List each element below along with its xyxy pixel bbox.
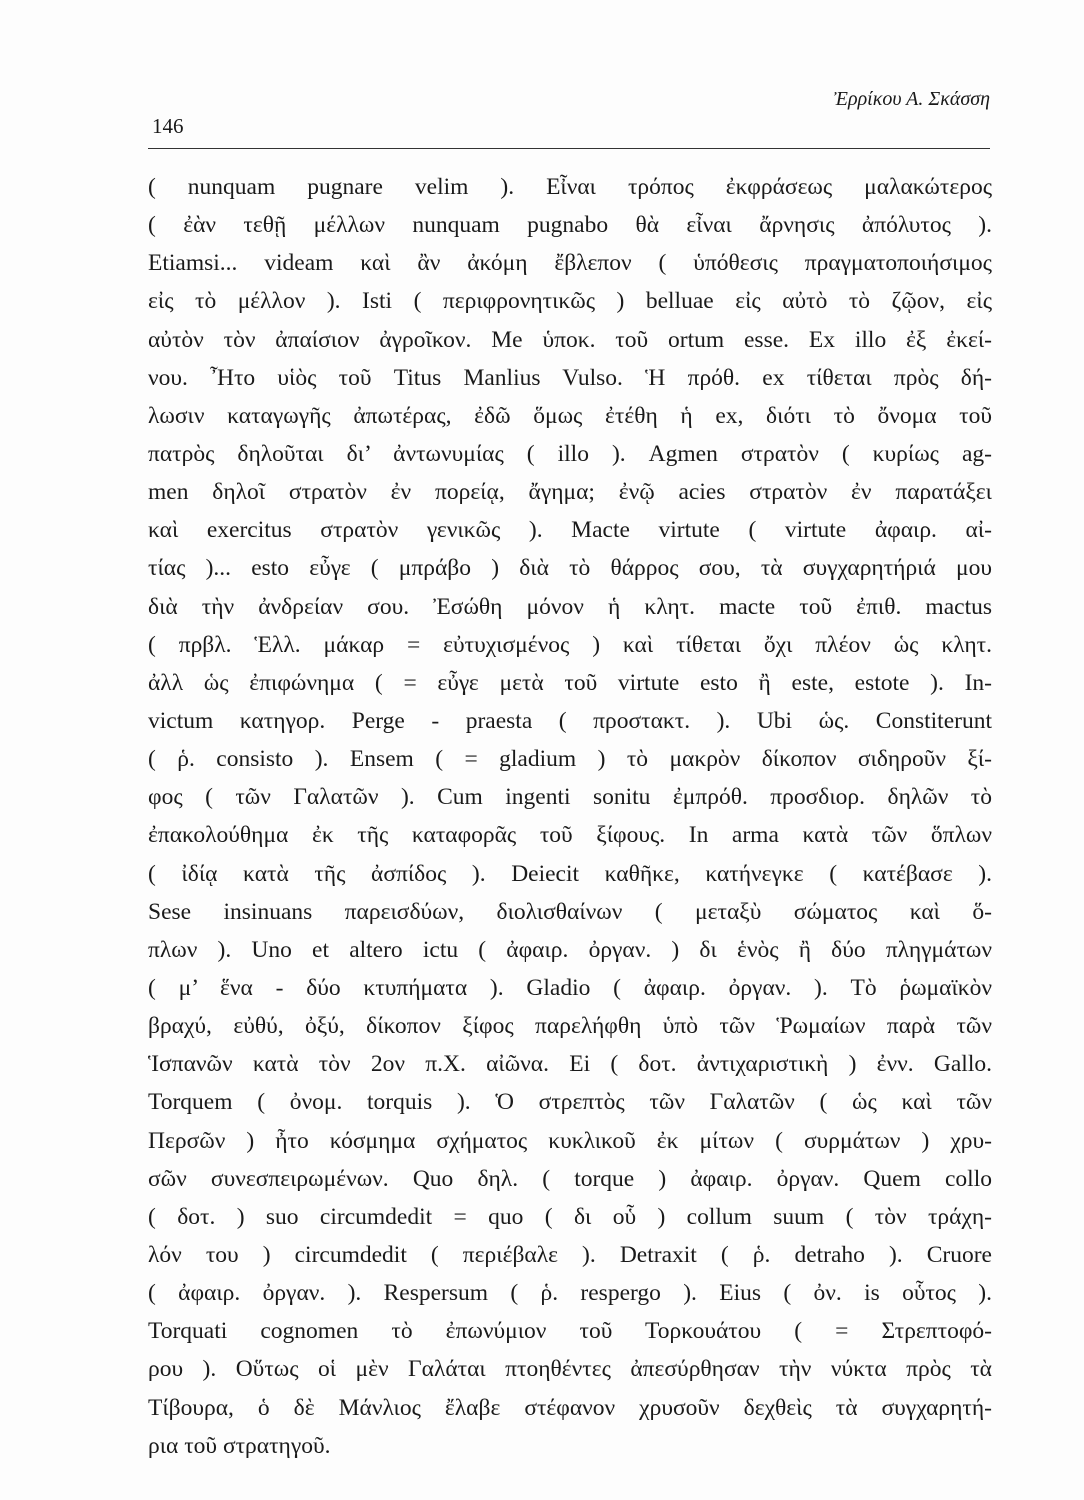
text-line: λωσιν καταγωγῆς ἀπωτέρας, ἐδῶ ὅμως ἐτέθη ἡ ex, διότι τὸ ὄνομα τοῦ bbox=[148, 402, 992, 429]
text-line: Ἱσπανῶν κατὰ τὸν 2ον π.Χ. αἰῶνα. Ei ( δοτ. ἀντιχαριστικὴ ) ἐνν. Gallo. bbox=[148, 1051, 992, 1078]
text-line: φος ( τῶν Γαλατῶν ). Cum ingenti sonitu ἐμπρόθ. προσδιορ. δηλῶν τὸ bbox=[148, 784, 992, 811]
page-header bbox=[152, 84, 990, 144]
text-line: men δηλοῖ στρατὸν ἐν πορείᾳ, ἄγημα; ἐνῷ acies στρατὸν ἐν παρατάξει bbox=[148, 479, 992, 506]
text-line: πλων ). Uno et altero ictu ( ἀφαιρ. ὀργαν. ) δι ἑνὸς ἢ δύο πληγμάτων bbox=[148, 936, 992, 963]
text-line: νου. Ἦτο υἱὸς τοῦ Titus Manlius Vulso. Ἡ πρόθ. ex τίθεται πρὸς δή- bbox=[148, 364, 992, 391]
body-text bbox=[148, 168, 992, 1465]
text-line: Περσῶν ) ἦτο κόσμημα σχήματος κυκλικοῦ ἐκ μίτων ( συρμάτων ) χρυ- bbox=[148, 1127, 992, 1154]
text-line: διὰ τὴν ἀνδρείαν σου. Ἐσώθη μόνον ἡ κλητ. macte τοῦ ἐπιθ. mactus bbox=[148, 593, 992, 620]
text-line: βραχύ, εὐθύ, ὀξύ, δίκοπον ξίφος παρελήφθη ὑπὸ τῶν Ῥωμαίων παρὰ τῶν bbox=[148, 1013, 992, 1040]
text-line: εἰς τὸ μέλλον ). Isti ( περιφρονητικῶς ) belluae εἰς αὐτὸ τὸ ζῷον, εἰς bbox=[148, 288, 992, 315]
text-line: σῶν συνεσπειρωμένων. Quo δηλ. ( torque ) ἀφαιρ. ὀργαν. Quem collo bbox=[148, 1165, 992, 1192]
text-line: τίας )... esto εὖγε ( μπράβο ) διὰ τὸ θάρρος σου, τὰ συγχαρητήριά μου bbox=[148, 555, 992, 582]
text-line: ( δοτ. ) suo circumdedit = quo ( δι οὗ ) collum suum ( τὸν τράχη- bbox=[148, 1203, 992, 1230]
text-line: ( nunquam pugnare velim ). Εἶναι τρόπος ἐκφράσεως μαλακώτερος bbox=[148, 174, 992, 200]
text-line: Sese insinuans παρεισδύων, διολισθαίνων ( μεταξὺ σώματος καὶ ὅ- bbox=[148, 898, 992, 925]
page-number: 146 bbox=[152, 114, 184, 138]
text-line: ( πρβλ. Ἑλλ. μάκαρ = εὐτυχισμένος ) καὶ τίθεται ὄχι πλέον ὡς κλητ. bbox=[148, 631, 992, 658]
text-line: ἐπακολούθημα ἐκ τῆς καταφορᾶς τοῦ ξίφους. In arma κατὰ τῶν ὅπλων bbox=[148, 822, 992, 849]
running-head: Ἐρρίκου Α. Σκάσση bbox=[833, 88, 990, 110]
text-line: ( ἀφαιρ. ὀργαν. ). Respersum ( ῥ. respergo ). Eius ( ὀν. is οὗτος ). bbox=[148, 1280, 992, 1307]
text-line: ρου ). Οὕτως οἱ μὲν Γαλάται πτοηθέντες ἀπεσύρθησαν τὴν νύκτα πρὸς τὰ bbox=[148, 1356, 992, 1383]
text-line: Τίβουρα, ὁ δὲ Μάνλιος ἔλαβε στέφανον χρυσοῦν δεχθεὶς τὰ συγχαρητή- bbox=[148, 1394, 992, 1421]
text-line: victum κατηγορ. Perge - praesta ( προστακτ. ). Ubi ὡς. Constiterunt bbox=[148, 707, 992, 734]
text-line: ( μ’ ἕνα - δύο κτυπήματα ). Gladio ( ἀφαιρ. ὀργαν. ). Τὸ ῥωμαϊκὸν bbox=[148, 974, 992, 1001]
text-line: Etiamsi... videam καὶ ἂν ἀκόμη ἔβλεπον ( ὑπόθεσις πραγματοποιήσιμος bbox=[148, 250, 992, 277]
text-line: λόν του ) circumdedit ( περιέβαλε ). Detraxit ( ῥ. detraho ). Cruore bbox=[148, 1241, 992, 1268]
text-line: ( ἰδίᾳ κατὰ τῆς ἀσπίδος ). Deiecit καθῆκε, κατήνεγκε ( κατέβασε ). bbox=[148, 860, 992, 887]
text-line: ( ῥ. consisto ). Ensem ( = gladium ) τὸ μακρὸν δίκοπον σιδηροῦν ξί- bbox=[148, 746, 992, 773]
text-line: πατρὸς δηλοῦται δι’ ἀντωνυμίας ( illo ). Agmen στρατὸν ( κυρίως ag- bbox=[148, 440, 992, 467]
text-line: Torquati cognomen τὸ ἐπωνύμιον τοῦ Τορκουάτου ( = Στρεπτοφό- bbox=[148, 1318, 992, 1345]
text-line: ( ἐὰν τεθῇ μέλλων nunquam pugnabo θὰ εἶναι ἄρνησις ἀπόλυτος ). bbox=[148, 212, 992, 239]
header-rule bbox=[148, 148, 990, 149]
text-line: καὶ exercitus στρατὸν γενικῶς ). Macte virtute ( virtute ἀφαιρ. αἰ- bbox=[148, 517, 992, 544]
text-line: ἀλλ ὡς ἐπιφώνημα ( = εὖγε μετὰ τοῦ virtute esto ἢ este, estote ). In- bbox=[148, 669, 992, 696]
text-line: αὐτὸν τὸν ἀπαίσιον ἀγροῖκον. Me ὑποκ. τοῦ ortum esse. Ex illo ἐξ ἐκεί- bbox=[148, 326, 992, 353]
text-line: ρια τοῦ στρατηγοῦ. bbox=[148, 1432, 331, 1459]
text-line: Torquem ( ὀνομ. torquis ). Ὁ στρεπτὸς τῶν Γαλατῶν ( ὡς καὶ τῶν bbox=[148, 1089, 992, 1116]
